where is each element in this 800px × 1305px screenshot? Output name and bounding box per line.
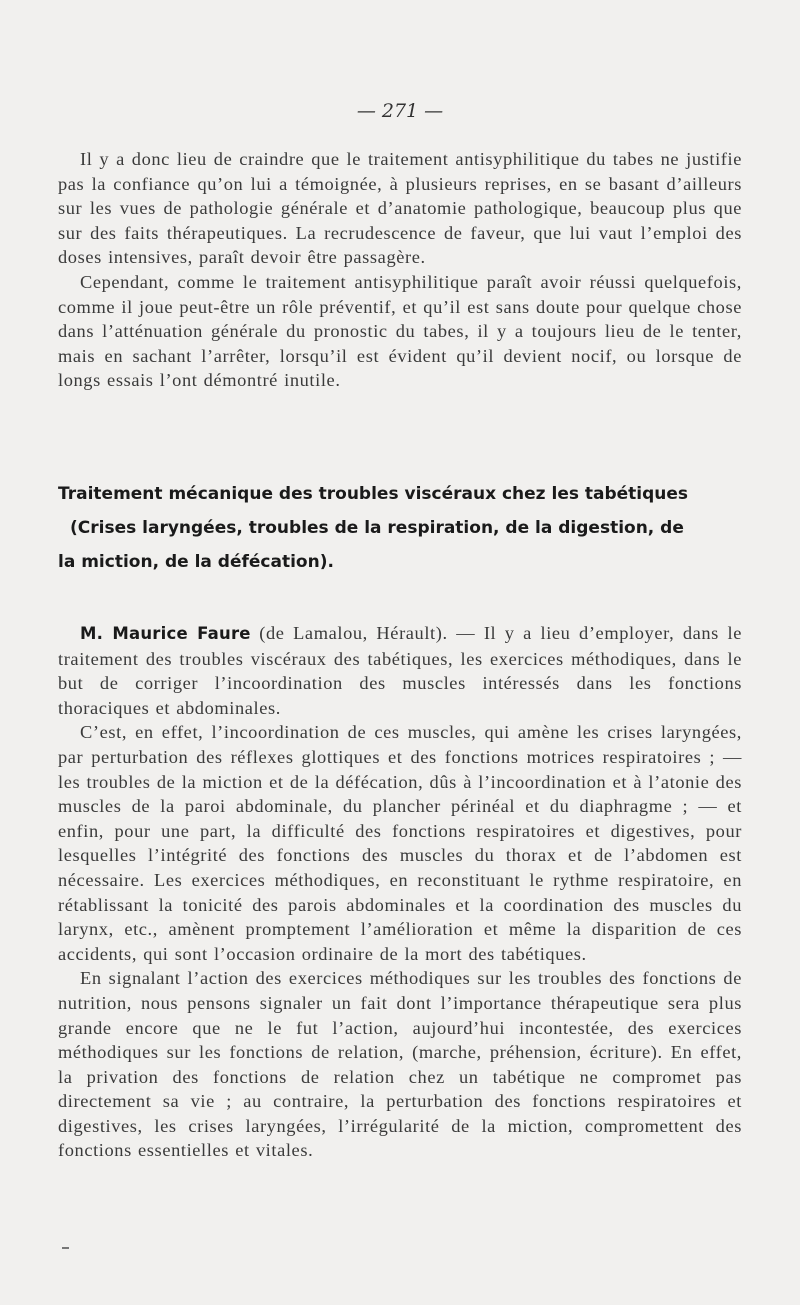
body-paragraph-3: En signalant l’action des exercices méthodiques sur les troubles des fonctions de nutrition, nous pensons signaler un fait dont l’importance thérapeutique sera plus grande encore que ne le fut l’action, aujourd’hui incontestée, des exercices méthodiques sur les fonctions de relation, (marche, préhension, écriture). En effet, la privation des fonctions de relation chez un tabétique ne compromet pas directement sa vie ; au contraire, la perturbation des fonctions respiratoires et digestives, les crises laryngées, l’irrégularité de la miction, compromettent des fonctions essentielles et vitales. — [58, 968, 742, 1161]
body-paragraph-1-text: Il y a lieu d’employer, dans le traitement des troubles viscéraux des tabétiques, les exercices méthodiques, dans le but de corriger l’incoordination des muscles intéressés dans les fonctions thoraciques et abdominales. — [58, 623, 742, 718]
body-paragraph-2: C’est, en effet, l’incoordination de ces muscles, qui amène les crises laryngées, par perturbation des réflexes glottiques et des fonctions motrices respiratoires ; — les troubles de la miction et de la défécation, dûs à l’incoordination et à l’atonie des muscles de la paroi abdominale, du plancher périnéal et du diaphragme ; — et enfin, pour une part, la difficulté des fonctions respiratoires et digestives, pour lesquelles l’intégrité des fonctions des muscles du thorax et de l’abdomen est nécessaire. Les exercices méthodiques, en reconstituant le rythme respiratoire, en rétablissant la tonicité des parois abdominales et la coordination des muscles du larynx, etc., amènent promptement l’amélioration et même la disparition de ces accidents, qui sont l’occasion ordinaire de la mort des tabétiques. — [58, 722, 742, 964]
section-heading-line-3: la miction, de la défécation). — [58, 552, 334, 572]
section-heading-line-2: (Crises laryngées, troubles de la respiration, de la digestion, de — [70, 518, 684, 538]
page-number: — 271 — — [356, 100, 444, 122]
intro-paragraph-2: Cependant, comme le traitement antisyphilitique paraît avoir réussi quelquefois, comme il joue peut-être un rôle préventif, et qu’il est sans doute pour quelque chose dans l’atténuation générale du pronostic du tabes, il y a toujours lieu de le tenter, mais en sachant l’arrêter, lorsqu’il est évident qu’il devient nocif, ou lorsque de longs essais l’ont démontré inutile. — [58, 271, 742, 391]
body-paragraph-1 — [58, 621, 742, 720]
section-heading — [58, 477, 742, 579]
intro-paragraph-1: Il y a donc lieu de craindre que le traitement antisyphilitique du tabes ne justifie pas la confiance qu’on lui a témoignée, à plusieurs reprises, en se basant d’ailleurs sur les vues de pathologie générale et d’anatomie pathologique, beaucoup plus que sur des faits thérapeutiques. La recrudescence de faveur, que lui vaut l’emploi des doses intensives, paraît devoir être passagère. — [58, 149, 742, 268]
author-name: M. Maurice Faure — [80, 624, 251, 643]
section-heading-line-1: Traitement mécanique des troubles viscéraux chez les tabétiques — [58, 484, 689, 504]
body-section — [58, 621, 742, 1163]
author-affiliation: (de Lamalou, Hérault). — — [250, 623, 484, 643]
intro-section — [58, 147, 742, 393]
print-speck — [62, 1247, 69, 1249]
